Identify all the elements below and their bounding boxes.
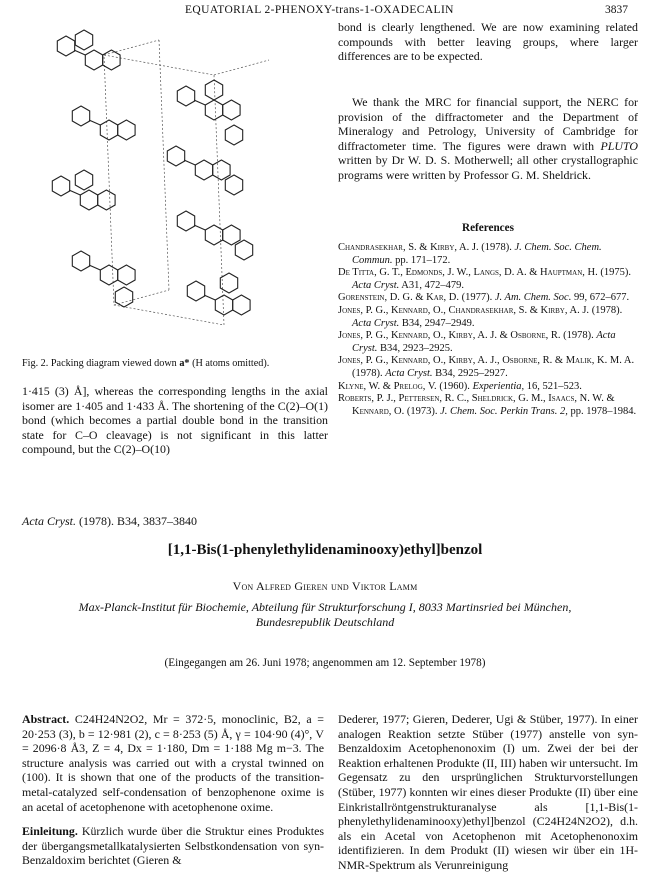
molecule-2	[177, 80, 242, 145]
introduction: Einleitung. Kürzlich wurde über die Struktur eines Produktes der übergangsmetallkatalysierten Selbstkondensation von syn-Benzaldoxim berichtet (Gieren &	[22, 824, 324, 868]
molecule-3	[72, 106, 135, 140]
article-authors: Von Alfred Gieren und Viktor Lamm	[232, 579, 418, 593]
reference-item: Gorenstein, D. G. & Kar, D. (1977). J. Am. Chem. Soc. 99, 672–677.	[338, 292, 630, 304]
article-citation: Acta Cryst. (1978). B34, 3837–3840	[22, 514, 197, 528]
unit-cell-outline	[104, 40, 269, 325]
reference-item: Jones, P. G., Kennard, O., Kirby, A. J. & Osborne, R. (1978). Acta Cryst. B34, 2923–2925.	[338, 330, 616, 354]
page-number: 3837	[605, 4, 628, 16]
reference-item: Klyne, W. & Prelog, V. (1960). Experientia, 16, 521–523.	[338, 380, 582, 392]
right-column-text: Dederer, 1977; Gieren, Dederer, Ugi & Stüber, 1977). In einer analogen Reaktion setzte Stüber (1977) anstelle von syn-Benzaldoxim Acetophenonoxim (I) um. Zwei der bei der Reaktion erhaltenen Produkte (II, III) haben wir untersucht. Im Gegensatz zu den ursprünglichen Strukturvorstellungen (Stüber, 1977) konnten wir eines dieser Produkte (II) über eine Einkristallröntgenstrukturanalyse als [1,1-Bis(1-phenylethylidenaminooxy)ethyl]benzol (C24H24N2O2), d.h. als ein Acetal von Acetophenon mit Acetophenonoxim identifizieren. In dem Produkt (II) wiesen wir über ein 1H-NMR-Spektrum als Verunreinigung	[338, 712, 638, 872]
reference-item: Chandrasekhar, S. & Kirby, A. J. (1978). J. Chem. Soc. Chem. Commun. pp. 171–172.	[338, 242, 602, 266]
left-body-paragraph: 1·415 (3) Å], whereas the corresponding lengths in the axial isomer are 1·405 and 1·433 Å. The shortening of the C(2)–O(1) bond (which becomes a partial double bond in the transition state for C–O cleavage) is not significant in this latter compound, but the C(2)–O(10)	[22, 384, 328, 457]
abstract: Abstract. C24H24N2O2, Mr = 372·5, monoclinic, B2, a = 20·253 (3), b = 12·981 (2), c = 8·253 (5) Å, γ = 104·90 (4)°, V = 2096·8 Å3, Z = 4, Dx = 1·180, Dm = 1·188 Mg m−3. The structure analysis was carried out with a crystal twinned on (100). It is shown that one of the products of the transition-metal-catalyzed self-condensation of benzophenone oxime is an acetal of acetophenone with acetophenone oxime.	[22, 712, 324, 814]
references-heading: References	[462, 222, 514, 234]
reference-item: Jones, P. G., Kennard, O., Kirby, A. J., Osborne, R. & Malik, K. M. A. (1978). Acta Cryst. B34, 2925–2927.	[338, 355, 635, 379]
article-title: [1,1-Bis(1-phenylethylidenaminooxy)ethyl]benzol	[167, 542, 483, 558]
running-header	[0, 4, 650, 18]
acknowledgements: We thank the MRC for financial support, the NERC for provision of the diffractometer and the Department of Mineralogy and Petrology, University of Cambridge for diffractometer time. The figures were drawn with PLUTO written by Dr W. D. S. Motherwell; all other crystallographic programs were written by Professor G. M. Sheldrick.	[338, 95, 638, 182]
reference-list	[338, 242, 638, 418]
received-dates: (Eingegangen am 26. Juni 1978; angenommen am 12. September 1978)	[164, 657, 486, 669]
reference-item: Roberts, P. J., Pettersen, R. C., Sheldrick, G. M., Isaacs, N. W. & Kennard, O. (1973). J. Chem. Soc. Perkin Trans. 2, pp. 1978–1984.	[338, 393, 637, 417]
figure-caption: Fig. 2. Packing diagram viewed down a* (H atoms omitted).	[22, 358, 270, 369]
molecule-6	[177, 211, 252, 260]
molecule-4	[167, 146, 242, 195]
packing-diagram-svg	[14, 20, 320, 360]
molecule-8	[187, 273, 250, 315]
article-institute: Max-Planck-Institut für Biochemie, Abteilung für Strukturforschung I, 8033 Martinsried bei München, Bundesrepublik Deutschland	[78, 600, 572, 629]
running-title: EQUATORIAL 2-PHENOXY-trans-1-OXADECALIN	[185, 4, 454, 16]
reference-item: De Titta, G. T., Edmonds, J. W., Langs, D. A. & Hauptman, H. (1975). Acta Cryst. A31, 472–479.	[338, 267, 631, 291]
molecule-7	[72, 251, 135, 307]
right-body-paragraph-1: bond is clearly lengthened. We are now examining related compounds with better leaving groups, where larger differences are to be expected.	[338, 20, 638, 64]
reference-item: Jones, P. G., Kennard, O., Chandrasekhar, S. & Kirby, A. J. (1978). Acta Cryst. B34, 2947–2949.	[338, 304, 623, 329]
packing-diagram	[14, 20, 320, 360]
molecule-5	[52, 170, 115, 210]
molecule-1	[57, 30, 120, 70]
